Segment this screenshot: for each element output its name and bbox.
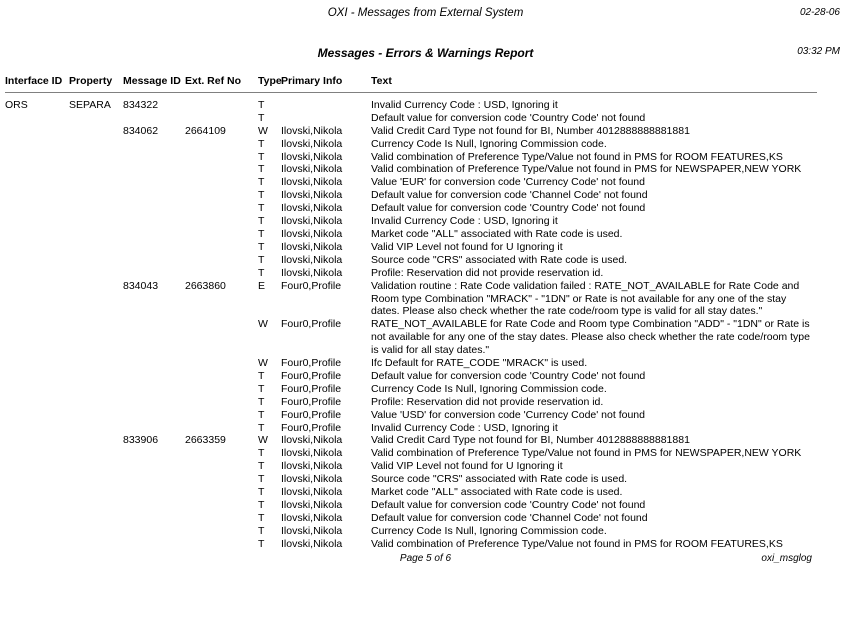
cell-text: RATE_NOT_AVAILABLE for Rate Code and Room type Combination "ADD" - "1DN" or Rate is not available for any one of the stay dates. Please also check whether the rate code/room type is valid for all stay dates." (371, 318, 810, 357)
cell-text: Valid Credit Card Type not found for BI, Number 4012888888881881 (371, 434, 690, 447)
page-number: Page 5 of 6 (399, 553, 452, 564)
cell-primary-info: Ilovski,Nikola (281, 227, 343, 240)
table-row (5, 176, 817, 189)
table-body (5, 99, 817, 551)
cell-type: T (258, 382, 265, 395)
cell-type: T (258, 460, 265, 473)
cell-ext-ref-no: 2663860 (185, 279, 226, 292)
cell-text: Default value for conversion code 'Country Code' not found (371, 369, 646, 382)
cell-text: Currency Code Is Null, Ignoring Commission code. (371, 524, 607, 537)
cell-primary-info: Ilovski,Nikola (281, 434, 343, 447)
cell-primary-info: Ilovski,Nikola (281, 253, 343, 266)
report-code: oxi_msglog (761, 553, 812, 564)
cell-primary-info: Four0,Profile (281, 395, 342, 408)
cell-type: T (258, 537, 265, 550)
column-header-ext-ref-no: Ext. Ref No (185, 75, 242, 87)
report-title: Messages - Errors & Warnings Report (317, 46, 534, 60)
cell-text: Validation routine : Rate Code validation failed : RATE_NOT_AVAILABLE for Rate Code and Room type Combination "MRACK" - "1DN" or Rate is not available for any one of the stay dates. Please also check whether the rate code/room type is valid for all stay dates." (371, 279, 800, 318)
cell-type: T (258, 421, 265, 434)
cell-primary-info: Ilovski,Nikola (281, 163, 343, 176)
cell-primary-info: Ilovski,Nikola (281, 511, 343, 524)
cell-ext-ref-no: 2664109 (185, 124, 226, 137)
cell-primary-info: Ilovski,Nikola (281, 189, 343, 202)
table-row (5, 434, 817, 447)
messages-table (5, 75, 817, 551)
cell-type: T (258, 137, 265, 150)
cell-primary-info: Ilovski,Nikola (281, 486, 343, 499)
cell-primary-info: Ilovski,Nikola (281, 215, 343, 228)
table-row (5, 215, 817, 228)
cell-text: Value 'EUR' for conversion code 'Currency Code' not found (371, 176, 645, 189)
cell-type: E (258, 279, 266, 292)
table-header-row (5, 75, 817, 93)
cell-type: T (258, 395, 265, 408)
cell-type: T (258, 266, 265, 279)
cell-type: T (258, 202, 265, 215)
cell-primary-info: Ilovski,Nikola (281, 537, 343, 550)
cell-type: T (258, 215, 265, 228)
cell-type: W (258, 318, 268, 331)
cell-text: Currency Code Is Null, Ignoring Commission code. (371, 382, 607, 395)
cell-primary-info: Four0,Profile (281, 382, 342, 395)
report-time: 03:32 PM (797, 46, 840, 57)
table-row (5, 525, 817, 538)
cell-type: T (258, 524, 265, 537)
cell-text: Default value for conversion code 'Channel Code' not found (371, 511, 648, 524)
table-row (5, 241, 817, 254)
cell-primary-info: Ilovski,Nikola (281, 124, 343, 137)
cell-text: Invalid Currency Code : USD, Ignoring it (371, 215, 558, 228)
cell-message-id: 833906 (123, 434, 159, 447)
cell-primary-info: Four0,Profile (281, 421, 342, 434)
cell-text: Valid VIP Level not found for U Ignoring it (371, 460, 563, 473)
cell-ext-ref-no: 2663359 (185, 434, 226, 447)
table-row (5, 499, 817, 512)
column-header-primary-info: Primary Info (281, 75, 343, 87)
column-header-text: Text (371, 75, 392, 87)
table-row (5, 447, 817, 460)
table-row (5, 318, 817, 357)
cell-text: Default value for conversion code 'Channel Code' not found (371, 189, 648, 202)
cell-text: Default value for conversion code 'Country Code' not found (371, 202, 646, 215)
table-row (5, 370, 817, 383)
cell-text: Valid VIP Level not found for U Ignoring it (371, 240, 563, 253)
cell-type: T (258, 163, 265, 176)
column-header-message-id: Message ID (123, 75, 181, 87)
cell-primary-info: Ilovski,Nikola (281, 460, 343, 473)
cell-text: Default value for conversion code 'Country Code' not found (371, 111, 646, 124)
column-header-property: Property (69, 75, 113, 87)
column-header-interface-id: Interface ID (5, 75, 63, 87)
table-row (5, 267, 817, 280)
cell-text: Source code "CRS" associated with Rate code is used. (371, 473, 628, 486)
cell-message-id: 834043 (123, 279, 159, 292)
table-row (5, 538, 817, 551)
cell-text: Valid Credit Card Type not found for BI, Number 4012888888881881 (371, 124, 690, 137)
cell-type: T (258, 473, 265, 486)
document-title: OXI - Messages from External System (327, 7, 524, 19)
cell-type: W (258, 124, 268, 137)
table-row (5, 112, 817, 125)
cell-text: Currency Code Is Null, Ignoring Commission code. (371, 137, 607, 150)
table-row (5, 254, 817, 267)
cell-type: T (258, 511, 265, 524)
report-date: 02-28-06 (799, 7, 840, 18)
cell-type: T (258, 408, 265, 421)
cell-primary-info: Ilovski,Nikola (281, 266, 343, 279)
cell-text: Valid combination of Preference Type/Value not found in PMS for ROOM FEATURES,KS (371, 537, 783, 550)
table-row (5, 202, 817, 215)
cell-type: T (258, 369, 265, 382)
cell-primary-info: Ilovski,Nikola (281, 202, 343, 215)
cell-type: T (258, 189, 265, 202)
cell-text: Market code "ALL" associated with Rate code is used. (371, 486, 623, 499)
cell-text: Valid combination of Preference Type/Value not found in PMS for NEWSPAPER,NEW YORK (371, 163, 802, 176)
cell-text: Market code "ALL" associated with Rate code is used. (371, 227, 623, 240)
cell-interface-id: ORS (5, 98, 28, 111)
cell-type: T (258, 111, 265, 124)
cell-type: T (258, 447, 265, 460)
cell-primary-info: Ilovski,Nikola (281, 473, 343, 486)
cell-type: T (258, 176, 265, 189)
cell-message-id: 834322 (123, 98, 159, 111)
table-row (5, 422, 817, 435)
cell-text: Invalid Currency Code : USD, Ignoring it (371, 421, 558, 434)
table-row (5, 409, 817, 422)
cell-primary-info: Four0,Profile (281, 279, 342, 292)
cell-type: T (258, 240, 265, 253)
cell-primary-info: Four0,Profile (281, 369, 342, 382)
cell-type: T (258, 98, 265, 111)
cell-text: Invalid Currency Code : USD, Ignoring it (371, 98, 558, 111)
cell-text: Profile: Reservation did not provide reservation id. (371, 395, 604, 408)
cell-text: Profile: Reservation did not provide reservation id. (371, 266, 604, 279)
cell-type: T (258, 253, 265, 266)
table-row (5, 357, 817, 370)
cell-text: Source code "CRS" associated with Rate code is used. (371, 253, 628, 266)
table-row (5, 396, 817, 409)
cell-message-id: 834062 (123, 124, 159, 137)
cell-text: Valid combination of Preference Type/Value not found in PMS for ROOM FEATURES,KS (371, 150, 783, 163)
cell-primary-info: Four0,Profile (281, 318, 342, 331)
table-row (5, 383, 817, 396)
cell-primary-info: Four0,Profile (281, 408, 342, 421)
cell-type: T (258, 227, 265, 240)
table-row (5, 138, 817, 151)
table-row (5, 486, 817, 499)
cell-primary-info: Ilovski,Nikola (281, 499, 343, 511)
cell-type: T (258, 499, 265, 511)
cell-type: W (258, 434, 268, 447)
cell-text: Ifc Default for RATE_CODE "MRACK" is used. (371, 357, 588, 370)
cell-primary-info: Ilovski,Nikola (281, 150, 343, 163)
cell-primary-info: Four0,Profile (281, 357, 342, 370)
column-header-type: Type (258, 75, 282, 87)
table-row (5, 151, 817, 164)
cell-type: W (258, 357, 268, 370)
cell-type: T (258, 150, 265, 163)
table-row (5, 99, 817, 112)
table-row (5, 228, 817, 241)
cell-primary-info: Ilovski,Nikola (281, 137, 343, 150)
table-row (5, 280, 817, 319)
cell-type: T (258, 486, 265, 499)
cell-property: SEPARA (69, 98, 111, 111)
table-row (5, 189, 817, 202)
table-row (5, 473, 817, 486)
table-row (5, 460, 817, 473)
cell-primary-info: Ilovski,Nikola (281, 176, 343, 189)
cell-primary-info: Ilovski,Nikola (281, 240, 343, 253)
table-row (5, 163, 817, 176)
cell-text: Value 'USD' for conversion code 'Currency Code' not found (371, 408, 645, 421)
cell-primary-info: Ilovski,Nikola (281, 447, 343, 460)
table-row (5, 512, 817, 525)
table-row (5, 125, 817, 138)
cell-text: Valid combination of Preference Type/Value not found in PMS for NEWSPAPER,NEW YORK (371, 447, 802, 460)
cell-primary-info: Ilovski,Nikola (281, 524, 343, 537)
cell-text: Default value for conversion code 'Country Code' not found (371, 499, 646, 511)
